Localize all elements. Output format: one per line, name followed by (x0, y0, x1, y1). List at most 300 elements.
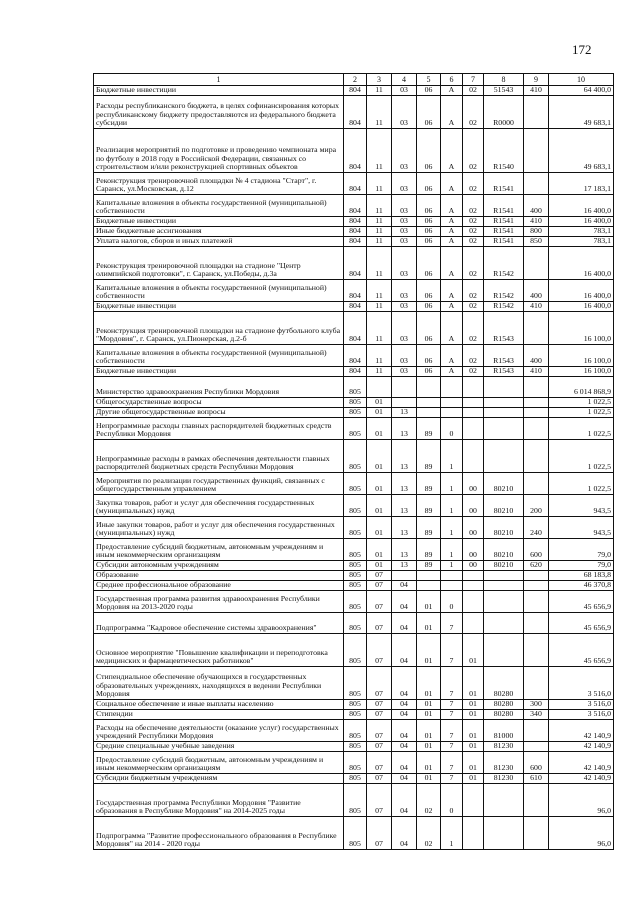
cell-expense-direction: R1541 (484, 195, 524, 217)
cell-subsection: 13 (392, 418, 417, 440)
cell-expense-type: 610 (524, 774, 549, 784)
cell-amount: 1 022,5 (549, 473, 614, 495)
cell-subsection: 03 (392, 96, 417, 129)
cell-subprogram: 1 (441, 817, 463, 850)
cell-ministry-code: 805 (344, 473, 367, 495)
column-header: 7 (463, 74, 484, 86)
table-row (94, 408, 614, 418)
cell-section: 07 (367, 700, 392, 710)
cell-ministry-code: 805 (344, 613, 367, 634)
cell-subprogram: 7 (441, 720, 463, 742)
cell-section: 01 (367, 398, 392, 408)
cell-expense-type (524, 613, 549, 634)
cell-program: 06 (417, 345, 441, 367)
cell-subsection: 04 (392, 634, 417, 667)
cell-subprogram: 7 (441, 700, 463, 710)
cell-ministry-code: 805 (344, 752, 367, 774)
cell-expense-type (524, 634, 549, 667)
cell-subsection: 13 (392, 517, 417, 539)
cell-expense-type: 240 (524, 517, 549, 539)
cell-section: 11 (367, 86, 392, 96)
row-name: Реконструкция тренировочной площадки № 4 стадиона "Старт", г. Саранск, ул.Московская, д.12 (94, 173, 344, 195)
cell-main-event: 01 (463, 667, 484, 700)
cell-subsection: 03 (392, 345, 417, 367)
cell-section: 07 (367, 742, 392, 752)
cell-subprogram: А (441, 237, 463, 247)
cell-section: 11 (367, 217, 392, 227)
cell-ministry-code: 805 (344, 377, 367, 398)
cell-expense-direction: 80210 (484, 517, 524, 539)
cell-ministry-code: 805 (344, 495, 367, 517)
cell-subsection (392, 571, 417, 581)
table-row (94, 377, 614, 398)
cell-expense-type (524, 247, 549, 280)
cell-expense-direction: R1542 (484, 247, 524, 280)
cell-main-event: 01 (463, 742, 484, 752)
cell-subprogram: А (441, 217, 463, 227)
cell-program: 06 (417, 96, 441, 129)
table-row (94, 784, 614, 817)
cell-subsection: 03 (392, 280, 417, 302)
cell-expense-type (524, 129, 549, 173)
cell-subsection: 13 (392, 408, 417, 418)
cell-section: 01 (367, 495, 392, 517)
row-name: Реконструкция тренировочной площадки на стадионе "Центр олимпийской подготовки", г. Саранск, ул.Победы, д.3а (94, 247, 344, 280)
row-name: Непрограммные расходы в рамках обеспечения деятельности главных распорядителей бюджетных средств Республики Мордовия (94, 440, 344, 473)
column-header: 9 (524, 74, 549, 86)
cell-subsection: 03 (392, 195, 417, 217)
cell-expense-direction: R1541 (484, 217, 524, 227)
cell-expense-type (524, 96, 549, 129)
row-name: Реализация мероприятий по подготовке и проведению чемпионата мира по футболу в 2018 году в Российской Федерации, связанных со строительством и/или реконструкцией спортивных объектов (94, 129, 344, 173)
cell-subsection: 13 (392, 561, 417, 571)
cell-expense-type (524, 591, 549, 613)
cell-program: 01 (417, 613, 441, 634)
cell-subprogram: А (441, 195, 463, 217)
cell-amount: 783,1 (549, 237, 614, 247)
cell-program (417, 408, 441, 418)
table-row (94, 129, 614, 173)
cell-program: 06 (417, 280, 441, 302)
cell-main-event: 01 (463, 752, 484, 774)
cell-subprogram: А (441, 227, 463, 237)
cell-amount: 16 100,0 (549, 345, 614, 367)
row-name: Бюджетные инвестиции (94, 367, 344, 377)
cell-amount: 68 183,8 (549, 571, 614, 581)
cell-subsection: 03 (392, 173, 417, 195)
cell-main-event: 02 (463, 129, 484, 173)
cell-program: 06 (417, 367, 441, 377)
cell-expense-direction (484, 571, 524, 581)
cell-subprogram (441, 408, 463, 418)
cell-amount: 46 370,8 (549, 581, 614, 591)
cell-expense-direction (484, 634, 524, 667)
cell-expense-direction: 80280 (484, 667, 524, 700)
table-header-row (94, 74, 614, 86)
cell-program: 02 (417, 784, 441, 817)
cell-subsection: 04 (392, 591, 417, 613)
cell-program: 06 (417, 173, 441, 195)
cell-main-event: 00 (463, 517, 484, 539)
cell-expense-type: 300 (524, 700, 549, 710)
cell-subprogram: А (441, 280, 463, 302)
cell-ministry-code: 804 (344, 195, 367, 217)
cell-amount: 64 400,0 (549, 86, 614, 96)
cell-subprogram: А (441, 312, 463, 345)
row-name: Уплата налогов, сборов и иных платежей (94, 237, 344, 247)
column-header: 1 (94, 74, 344, 86)
cell-expense-direction: R1541 (484, 237, 524, 247)
cell-main-event: 02 (463, 86, 484, 96)
cell-expense-type (524, 817, 549, 850)
row-name: Расходы республиканского бюджета, в целях софинансирования которых республиканскому бюджету предоставляются из федерального бюджета субсидии (94, 96, 344, 129)
row-name: Капитальные вложения в объекты государственной (муниципальной) собственности (94, 195, 344, 217)
cell-expense-type (524, 720, 549, 742)
cell-ministry-code: 805 (344, 700, 367, 710)
cell-program (417, 571, 441, 581)
cell-main-event: 01 (463, 700, 484, 710)
cell-amount: 16 100,0 (549, 312, 614, 345)
column-header: 6 (441, 74, 463, 86)
table-row (94, 237, 614, 247)
cell-ministry-code: 804 (344, 280, 367, 302)
row-name: Общегосударственные вопросы (94, 398, 344, 408)
cell-amount: 1 022,5 (549, 418, 614, 440)
cell-ministry-code: 805 (344, 591, 367, 613)
cell-expense-type: 600 (524, 752, 549, 774)
row-name: Стипендии (94, 710, 344, 720)
cell-program: 89 (417, 517, 441, 539)
cell-program: 02 (417, 817, 441, 850)
cell-main-event: 02 (463, 195, 484, 217)
cell-program: 06 (417, 129, 441, 173)
cell-amount: 16 400,0 (549, 195, 614, 217)
cell-program: 06 (417, 312, 441, 345)
cell-expense-direction (484, 440, 524, 473)
row-name: Капитальные вложения в объекты государственной (муниципальной) собственности (94, 345, 344, 367)
cell-main-event: 01 (463, 720, 484, 742)
row-name: Государственная программа развития здравоохранения Республики Мордовия на 2013-2020 годы (94, 591, 344, 613)
cell-section: 11 (367, 367, 392, 377)
cell-program: 89 (417, 473, 441, 495)
cell-amount: 6 014 868,9 (549, 377, 614, 398)
cell-expense-type (524, 418, 549, 440)
table-row (94, 517, 614, 539)
cell-subprogram: А (441, 86, 463, 96)
cell-expense-type (524, 784, 549, 817)
cell-main-event (463, 817, 484, 850)
cell-program: 06 (417, 247, 441, 280)
cell-subsection: 04 (392, 720, 417, 742)
cell-subprogram: 1 (441, 440, 463, 473)
cell-subsection: 04 (392, 581, 417, 591)
cell-expense-direction: R1542 (484, 280, 524, 302)
cell-expense-direction: 51543 (484, 86, 524, 96)
cell-expense-direction: R1540 (484, 129, 524, 173)
cell-expense-direction: 80280 (484, 700, 524, 710)
table-row (94, 817, 614, 850)
cell-main-event (463, 418, 484, 440)
table-row (94, 561, 614, 571)
cell-ministry-code: 804 (344, 247, 367, 280)
cell-ministry-code: 804 (344, 312, 367, 345)
cell-amount: 3 516,0 (549, 710, 614, 720)
table-row (94, 398, 614, 408)
cell-ministry-code: 805 (344, 517, 367, 539)
cell-program: 01 (417, 700, 441, 710)
cell-section: 11 (367, 173, 392, 195)
cell-subsection: 13 (392, 440, 417, 473)
cell-main-event: 02 (463, 367, 484, 377)
table-row (94, 539, 614, 561)
cell-program: 01 (417, 667, 441, 700)
row-name: Основное мероприятие "Повышение квалификации и переподготовка медицинских и фармацевтических работников" (94, 634, 344, 667)
table-row (94, 720, 614, 742)
table-row (94, 173, 614, 195)
cell-program: 01 (417, 710, 441, 720)
cell-expense-type: 410 (524, 217, 549, 227)
cell-subsection: 04 (392, 774, 417, 784)
cell-amount: 1 022,5 (549, 440, 614, 473)
cell-amount: 16 400,0 (549, 247, 614, 280)
cell-main-event: 01 (463, 710, 484, 720)
cell-program: 06 (417, 302, 441, 312)
cell-section: 11 (367, 96, 392, 129)
cell-subsection: 04 (392, 817, 417, 850)
cell-ministry-code: 805 (344, 539, 367, 561)
cell-main-event: 01 (463, 774, 484, 784)
table-row (94, 774, 614, 784)
cell-subprogram: 0 (441, 784, 463, 817)
cell-amount: 17 183,1 (549, 173, 614, 195)
cell-main-event: 02 (463, 280, 484, 302)
cell-subsection: 03 (392, 237, 417, 247)
cell-amount: 49 683,1 (549, 129, 614, 173)
cell-ministry-code: 804 (344, 217, 367, 227)
cell-subsection: 03 (392, 367, 417, 377)
cell-program: 01 (417, 720, 441, 742)
table-row (94, 312, 614, 345)
cell-expense-direction (484, 581, 524, 591)
cell-program: 01 (417, 591, 441, 613)
cell-section (367, 377, 392, 398)
cell-expense-type: 800 (524, 227, 549, 237)
cell-amount: 45 656,9 (549, 613, 614, 634)
cell-expense-direction: 81230 (484, 752, 524, 774)
cell-expense-direction (484, 377, 524, 398)
cell-subsection: 13 (392, 473, 417, 495)
table-row (94, 473, 614, 495)
cell-ministry-code: 805 (344, 742, 367, 752)
cell-expense-type: 410 (524, 86, 549, 96)
table-row (94, 742, 614, 752)
cell-subprogram: 1 (441, 495, 463, 517)
cell-program (417, 398, 441, 408)
cell-section: 01 (367, 473, 392, 495)
cell-amount: 1 022,5 (549, 408, 614, 418)
cell-main-event (463, 613, 484, 634)
cell-ministry-code: 805 (344, 774, 367, 784)
cell-amount: 49 683,1 (549, 96, 614, 129)
row-name: Бюджетные инвестиции (94, 86, 344, 96)
cell-program: 06 (417, 237, 441, 247)
table-row (94, 302, 614, 312)
cell-subsection: 13 (392, 495, 417, 517)
row-name: Другие общегосударственные вопросы (94, 408, 344, 418)
table-row (94, 613, 614, 634)
cell-ministry-code: 805 (344, 667, 367, 700)
cell-section: 11 (367, 247, 392, 280)
row-name: Иные бюджетные ассигнования (94, 227, 344, 237)
row-name: Подпрограмма "Кадровое обеспечение системы здравоохранения" (94, 613, 344, 634)
table-row (94, 634, 614, 667)
cell-section: 07 (367, 581, 392, 591)
cell-expense-type: 620 (524, 561, 549, 571)
cell-section: 07 (367, 774, 392, 784)
cell-subprogram: 7 (441, 613, 463, 634)
cell-main-event (463, 571, 484, 581)
cell-expense-direction: R1543 (484, 367, 524, 377)
cell-amount: 42 140,9 (549, 742, 614, 752)
cell-section: 07 (367, 817, 392, 850)
cell-subprogram: А (441, 96, 463, 129)
cell-section: 11 (367, 129, 392, 173)
cell-section: 07 (367, 667, 392, 700)
cell-expense-type: 340 (524, 710, 549, 720)
cell-expense-type (524, 408, 549, 418)
cell-expense-direction: 81230 (484, 774, 524, 784)
cell-subprogram: 7 (441, 710, 463, 720)
cell-section: 07 (367, 720, 392, 742)
table-row (94, 495, 614, 517)
cell-subsection (392, 398, 417, 408)
cell-expense-type (524, 667, 549, 700)
cell-amount: 45 656,9 (549, 634, 614, 667)
cell-subprogram: 1 (441, 539, 463, 561)
cell-main-event (463, 581, 484, 591)
cell-program: 89 (417, 561, 441, 571)
table-row (94, 227, 614, 237)
table-row (94, 86, 614, 96)
cell-subprogram: 0 (441, 591, 463, 613)
cell-main-event (463, 398, 484, 408)
cell-amount: 943,5 (549, 517, 614, 539)
row-name: Бюджетные инвестиции (94, 302, 344, 312)
cell-expense-direction: 80210 (484, 561, 524, 571)
cell-subprogram: А (441, 129, 463, 173)
cell-expense-direction: 80280 (484, 710, 524, 720)
cell-amount: 16 100,0 (549, 367, 614, 377)
cell-main-event: 02 (463, 247, 484, 280)
cell-subprogram: 7 (441, 634, 463, 667)
cell-main-event: 02 (463, 345, 484, 367)
cell-expense-direction: R1543 (484, 312, 524, 345)
cell-amount: 42 140,9 (549, 774, 614, 784)
cell-expense-type (524, 173, 549, 195)
cell-ministry-code: 805 (344, 634, 367, 667)
cell-expense-type: 400 (524, 345, 549, 367)
column-header: 5 (417, 74, 441, 86)
cell-program: 89 (417, 539, 441, 561)
cell-ministry-code: 804 (344, 302, 367, 312)
cell-expense-type (524, 312, 549, 345)
cell-main-event: 00 (463, 473, 484, 495)
cell-section: 07 (367, 613, 392, 634)
cell-subprogram (441, 398, 463, 408)
cell-expense-direction: R1543 (484, 345, 524, 367)
cell-program: 89 (417, 495, 441, 517)
cell-expense-type (524, 473, 549, 495)
cell-section: 07 (367, 634, 392, 667)
cell-subsection: 04 (392, 710, 417, 720)
cell-main-event (463, 377, 484, 398)
cell-ministry-code: 805 (344, 440, 367, 473)
cell-amount: 1 022,5 (549, 398, 614, 408)
cell-expense-direction: 81000 (484, 720, 524, 742)
cell-section: 07 (367, 571, 392, 581)
cell-expense-type: 400 (524, 280, 549, 302)
cell-program: 06 (417, 86, 441, 96)
table-row (94, 667, 614, 700)
cell-subsection: 03 (392, 302, 417, 312)
cell-program: 01 (417, 634, 441, 667)
cell-section: 11 (367, 195, 392, 217)
cell-ministry-code: 805 (344, 408, 367, 418)
cell-ministry-code: 804 (344, 173, 367, 195)
cell-subsection: 04 (392, 613, 417, 634)
cell-subsection: 04 (392, 700, 417, 710)
cell-program (417, 377, 441, 398)
cell-amount: 96,0 (549, 817, 614, 850)
row-name: Мероприятия по реализации государственных функций, связанных с общегосударственным управлением (94, 473, 344, 495)
cell-expense-type: 600 (524, 539, 549, 561)
cell-subsection: 03 (392, 217, 417, 227)
row-name: Капитальные вложения в объекты государственной (муниципальной) собственности (94, 280, 344, 302)
cell-amount: 79,0 (549, 561, 614, 571)
table-row (94, 367, 614, 377)
cell-section: 01 (367, 561, 392, 571)
cell-amount: 45 656,9 (549, 591, 614, 613)
cell-ministry-code: 804 (344, 237, 367, 247)
cell-subsection: 13 (392, 539, 417, 561)
cell-main-event: 00 (463, 495, 484, 517)
cell-section: 11 (367, 312, 392, 345)
cell-amount: 42 140,9 (549, 752, 614, 774)
cell-expense-type (524, 377, 549, 398)
cell-expense-type (524, 571, 549, 581)
cell-expense-type: 850 (524, 237, 549, 247)
cell-expense-direction (484, 398, 524, 408)
cell-main-event (463, 408, 484, 418)
cell-program: 01 (417, 774, 441, 784)
cell-ministry-code: 805 (344, 817, 367, 850)
cell-ministry-code: 805 (344, 710, 367, 720)
cell-expense-direction (484, 418, 524, 440)
row-name: Средние специальные учебные заведения (94, 742, 344, 752)
cell-ministry-code: 805 (344, 720, 367, 742)
cell-subprogram: 7 (441, 742, 463, 752)
cell-main-event: 02 (463, 217, 484, 227)
cell-amount: 79,0 (549, 539, 614, 561)
cell-subsection: 04 (392, 784, 417, 817)
table-row (94, 418, 614, 440)
cell-section: 11 (367, 302, 392, 312)
cell-main-event: 02 (463, 312, 484, 345)
cell-expense-direction: 80210 (484, 539, 524, 561)
cell-subprogram: А (441, 247, 463, 280)
cell-section: 01 (367, 539, 392, 561)
table-row (94, 247, 614, 280)
